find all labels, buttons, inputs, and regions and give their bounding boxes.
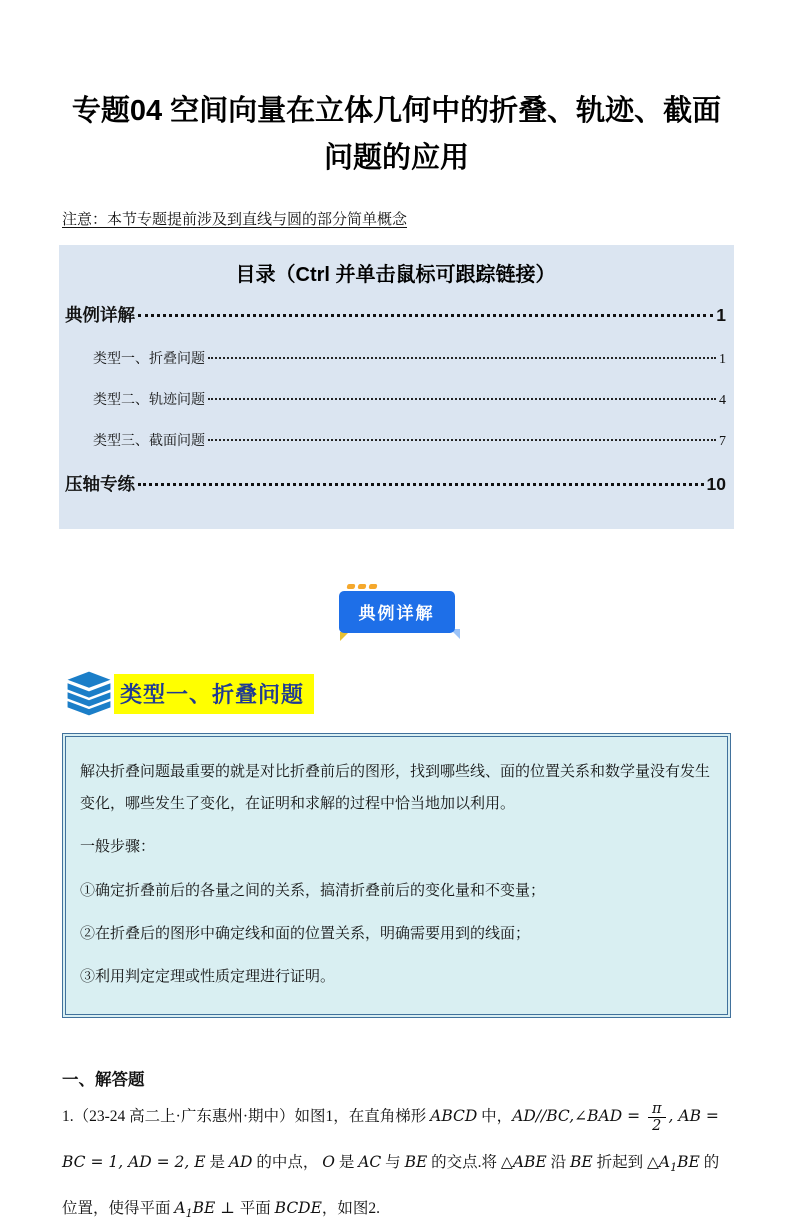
method-paragraph: 一般步骤：	[80, 839, 156, 856]
table-of-contents	[59, 245, 734, 529]
page-title: 专题04 空间向量在立体几何中的折叠、轨迹、截面问题的应用	[71, 95, 722, 174]
toc-entry-page: 4	[719, 392, 726, 408]
toc-entry-label[interactable]: 压轴专练	[65, 473, 135, 494]
toc-entry-type3[interactable]	[65, 430, 726, 450]
method-summary-box	[62, 733, 731, 1019]
toc-entry-label[interactable]: 类型二、轨迹问题	[93, 392, 205, 408]
books-stack-icon	[62, 669, 116, 719]
document-page	[0, 88, 793, 1232]
toc-entry-dianli[interactable]	[65, 302, 726, 327]
toc-leader-dots	[208, 398, 716, 400]
method-paragraph: ②在折叠后的图形中确定线和面的位置关系，明确需要用到的线面；	[80, 925, 531, 942]
note-text: 注意：本节专题提前涉及到直线与圆的部分简单概念	[62, 211, 408, 228]
toc-leader-dots	[208, 357, 716, 359]
toc-leader-dots	[208, 439, 716, 441]
toc-title: 目录（Ctrl 并单击鼠标可跟踪链接）	[235, 263, 556, 286]
toc-entry-page: 7	[719, 433, 726, 449]
problem-1-text: 1.（23-24 高二上·广东惠州·期中）如图1，在直角梯形 ABCD 中，AD//BC,∠BAD = $\frac{\pi}{2}$ , AB = BC = 1, AD = 2, E 是 AD 的中点， O 是 AC 与 BE 的交点.将 △ABE 沿 BE 折起到 $\triangle A_1BE$ 的位置，使得平面 $A_1BE$ ⊥ 平面 BCDE，如图2.	[62, 1100, 720, 1221]
method-paragraph: 解决折叠问题最重要的就是对比折叠前后的图形，找到哪些线、面的位置关系和数学量没有发生变化，哪些发生了变化，在证明和求解的过程中恰当地加以利用。	[80, 763, 711, 813]
section-heading-type1	[62, 669, 731, 719]
badge-dots-icon	[347, 584, 377, 589]
toc-leader-dots	[138, 314, 713, 317]
toc-entry-type2[interactable]	[65, 389, 726, 409]
answer-section-label: 一、解答题	[62, 1071, 145, 1090]
example-badge	[339, 591, 455, 633]
toc-entry-label[interactable]: 典例详解	[65, 304, 135, 325]
method-paragraph: ①确定折叠前后的各量之间的关系，搞清折叠前后的变化量和不变量；	[80, 882, 546, 899]
method-paragraph: ③利用判定定理或性质定理进行证明。	[80, 969, 336, 986]
toc-entry-page: 10	[706, 473, 726, 494]
toc-entry-label[interactable]: 类型一、折叠问题	[93, 351, 205, 367]
toc-entry-label[interactable]: 类型三、截面问题	[93, 433, 205, 449]
badge-fold-icon	[340, 632, 349, 641]
toc-entry-page: 1	[719, 351, 726, 367]
toc-entry-yazhou[interactable]	[65, 471, 726, 496]
toc-entry-type1[interactable]	[65, 348, 726, 368]
toc-leader-dots	[138, 483, 704, 486]
section-heading-label: 类型一、折叠问题	[114, 674, 314, 714]
badge-label: 典例详解	[339, 591, 455, 633]
toc-entry-page: 1	[716, 304, 726, 325]
